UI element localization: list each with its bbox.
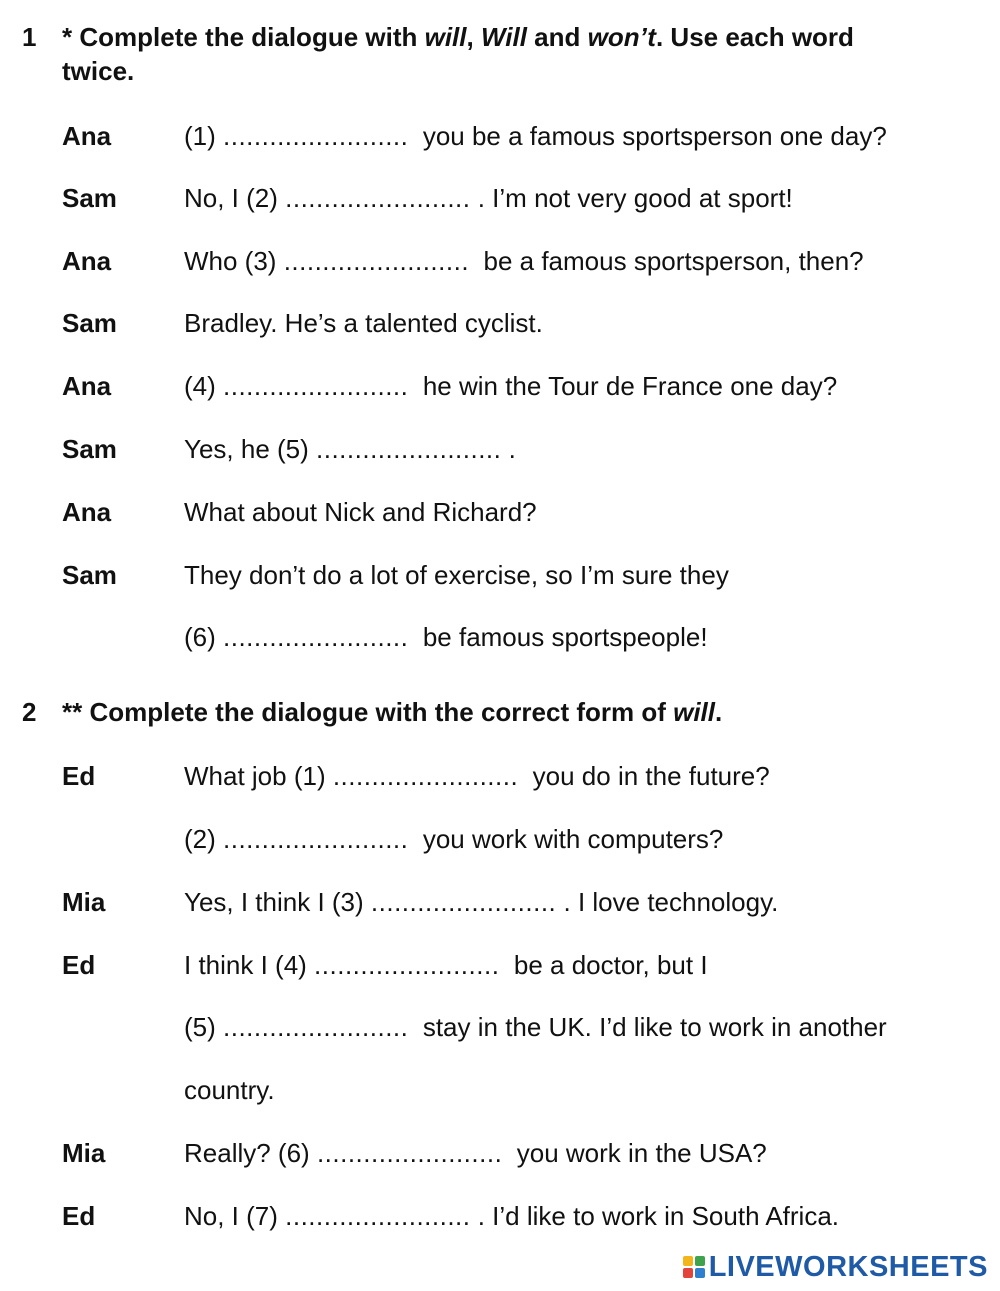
dialogue-line: Mia Really? (6) ........................ you work in the USA? [62, 1138, 767, 1168]
dialogue-line: Ana Who (3) ........................ be a famous sportsperson, then? [62, 246, 864, 276]
dialogue-line: Ed What job (1) ........................ you do in the future? [62, 761, 770, 791]
speaker-name: Mia [62, 1138, 106, 1168]
speaker-name: Ana [62, 246, 112, 276]
answer-blank[interactable]: ........................ [285, 183, 471, 213]
dialogue-line: Mia Yes, I think I (3) ........................ . I love technology. [62, 887, 779, 917]
speaker-name: Sam [62, 434, 117, 464]
answer-blank[interactable]: ........................ [223, 1012, 409, 1042]
dialogue-line: Ana (1) ........................ you be a famous sportsperson one day? [62, 121, 887, 151]
liveworksheets-logo[interactable] [683, 1247, 988, 1287]
exercise-1-heading-continued: twice. [62, 56, 135, 86]
exercise-1-heading: 1 * Complete the dialogue with will, Will and won’t. Use each word twice. [22, 20, 942, 88]
speaker-name: Ed [62, 950, 96, 980]
answer-blank[interactable]: ........................ [223, 824, 409, 854]
speaker-name: Sam [62, 183, 117, 213]
answer-blank[interactable]: ........................ [223, 622, 409, 652]
dialogue-line: Ana (4) ........................ he win the Tour de France one day? [62, 371, 838, 401]
speaker-name: Ed [62, 761, 96, 791]
dialogue-line: Sam They don’t do a lot of exercise, so I’m sure they [62, 560, 729, 590]
dialogue-line: Ed I think I (4) ........................ be a doctor, but I [62, 950, 708, 980]
dialogue-line: Sam No, I (2) ........................ . I’m not very good at sport! [62, 183, 793, 213]
answer-blank[interactable]: ........................ [223, 121, 409, 151]
answer-blank[interactable]: ........................ [316, 1138, 503, 1168]
speaker-name: Sam [62, 308, 117, 338]
answer-blank[interactable]: ........................ [370, 887, 557, 917]
answer-blank[interactable]: ........................ [283, 246, 470, 276]
dialogue-line: country. [184, 1075, 275, 1105]
exercise-2-stars: ** [62, 697, 83, 727]
liveworksheets-logo-icon [683, 1256, 705, 1278]
answer-blank[interactable]: ........................ [285, 1201, 471, 1231]
speaker-name: Ana [62, 371, 112, 401]
speaker-name: Ana [62, 121, 112, 151]
dialogue-line: Sam Yes, he (5) ........................ . [62, 434, 516, 464]
dialogue-line: (6) ........................ be famous sportspeople! [184, 622, 708, 652]
logo-text: LIVEWORKSHEETS [708, 1250, 988, 1283]
answer-blank[interactable]: ........................ [316, 434, 502, 464]
exercise-1-stars: * [62, 22, 73, 52]
dialogue-line: Ed No, I (7) ........................ . I’d like to work in South Africa. [62, 1201, 840, 1231]
speaker-name: Ed [62, 1201, 96, 1231]
dialogue-line: Ana What about Nick and Richard? [62, 497, 537, 527]
dialogue-line: (5) ........................ stay in the UK. I’d like to work in another [184, 1012, 887, 1042]
dialogue-line: (2) ........................ you work with computers? [184, 824, 724, 854]
speaker-name: Ana [62, 497, 112, 527]
answer-blank[interactable]: ........................ [223, 371, 409, 401]
exercise-2-number: 2 [22, 697, 37, 727]
answer-blank[interactable]: ........................ [314, 950, 500, 980]
exercise-2-heading: 2 ** Complete the dialogue with the correct form of will. [22, 697, 723, 727]
dialogue-line: Sam Bradley. He’s a talented cyclist. [62, 308, 543, 338]
speaker-name: Sam [62, 560, 117, 590]
answer-blank[interactable]: ........................ [332, 761, 519, 791]
speaker-name: Mia [62, 887, 106, 917]
exercise-1-number: 1 [22, 22, 37, 52]
